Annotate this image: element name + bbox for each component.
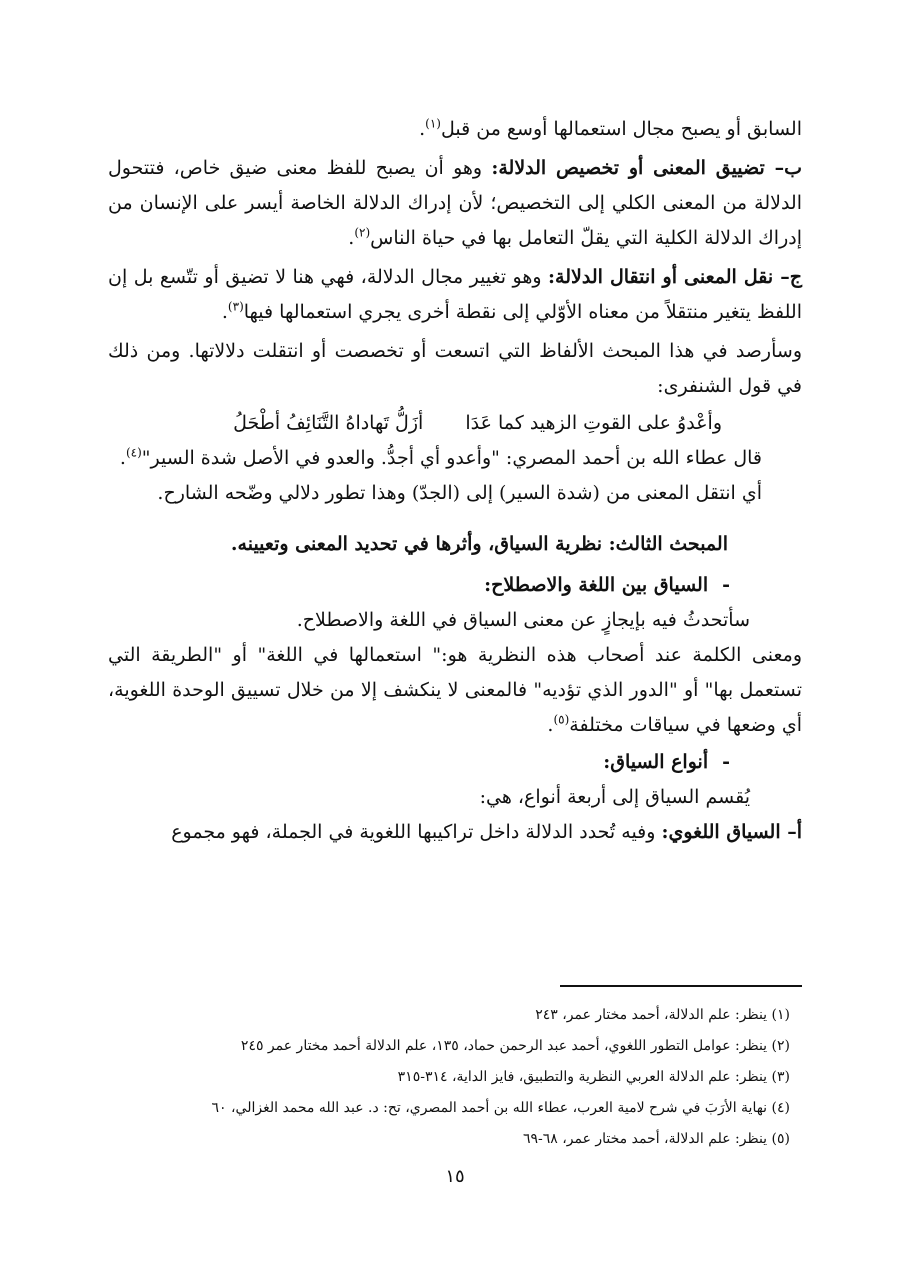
verse-first-hemistich: وأعْدوُ على القوتِ الزهيد كما عَدَا: [465, 412, 722, 434]
paragraph-types-intro: يُقسم السياق إلى أربعة أنواع، هي:: [479, 786, 750, 808]
paragraph-brief: سأتحدثُ فيه بإيجازٍ عن معنى السياق في اللغة والاصطلاح.: [296, 609, 750, 631]
footnotes: [110, 1000, 790, 1155]
body-text: [108, 112, 802, 850]
bullet-text: أنواع السياق:: [603, 751, 709, 773]
paragraph-specialization: [108, 151, 802, 256]
paragraph-text: السابق أو يصبح مجال استعمالها أوسع من قبل: [440, 118, 802, 140]
paragraph-text: قال عطاء الله بن أحمد المصري: "وأعدو أي أجدُّ. والعدو في الأصل شدة السير": [141, 447, 762, 469]
paragraph-continuation: [108, 112, 802, 147]
bullet-text: السياق بين اللغة والاصطلاح:: [484, 574, 709, 596]
page-number: ١٥: [445, 1166, 465, 1187]
paragraph-text: وفيه تُحدد الدلالة داخل تراكيبها اللغوية في الجملة، فهو مجموع: [171, 821, 662, 843]
paragraph-text: وهو أن يصبح للفظ معنى ضيق خاص، فتتحول الدلالة من المعنى الكلي إلى التخصيص؛ لأن إدراك الدلالة الخاصة أيسر على الإنسان من إدراك الدلالة الكلية التي يقلّ التعامل بها في حياة الناس: [108, 157, 802, 249]
footnote-ref[interactable]: (١): [425, 116, 441, 131]
paragraph-text: وهو تغيير مجال الدلالة، فهي هنا لا تضيق أو تتّسع بل إن اللفظ يتغير منتقلاً من معناه الأوّلي إلى نقطة أخرى يجري استعمالها فيها: [108, 266, 802, 323]
bullet-dash: -: [722, 751, 730, 773]
paragraph-end: .: [119, 447, 126, 469]
footnote: (٢) ينظر: عوامل التطور اللغوي، أحمد عبد الرحمن حماد، ١٣٥، علم الدلالة أحمد مختار عمر ٢٤٥: [240, 1038, 790, 1054]
footnote-ref[interactable]: (٢): [354, 225, 371, 240]
paragraph-end: .: [221, 301, 228, 323]
paragraph-end: .: [419, 118, 426, 140]
bullet-heading-types: [108, 745, 802, 780]
paragraph-end: .: [348, 227, 355, 249]
term-label: ج– نقل المعنى أو انتقال الدلالة:: [548, 266, 802, 288]
footnote: (٤) نهاية الأرَبَ في شرح لامية العرب، عطاء الله بن أحمد المصري، تح: د. عبد الله محمد الغزالي، ٦٠: [211, 1100, 790, 1116]
poetry-verse: [108, 406, 802, 441]
paragraph-linguistic-context: [108, 815, 802, 850]
paragraph-meaning: [108, 638, 802, 743]
footnote: (١) ينظر: علم الدلالة، أحمد مختار عمر، ٢٤٣: [535, 1007, 790, 1023]
section-heading: المبحث الثالث: نظرية السياق، وأثرها في تحديد المعنى وتعيينه.: [230, 533, 728, 555]
footnote: (٥) ينظر: علم الدلالة، أحمد مختار عمر، ٦٨-٦٩: [522, 1131, 790, 1147]
quotation-line: [108, 441, 802, 476]
explanation-line: أي انتقل المعنى من (شدة السير) إلى (الجدّ) وهذا تطور دلالي وضّحه الشارح.: [157, 482, 762, 504]
paragraph-text: ومعنى الكلمة عند أصحاب هذه النظرية هو:" استعمالها في اللغة" أو "الطريقة التي تستعمل بها" أو "الدور الذي تؤديه" فالمعنى لا ينكشف إلا من خلال تسييق الوحدة اللغوية، أي وضعها في سياقات مختلفة: [108, 644, 802, 736]
footnote-ref[interactable]: (٤): [125, 445, 142, 460]
footnote-ref[interactable]: (٥): [553, 712, 570, 727]
paragraph-intro-verse: وسأرصد في هذا المبحث الألفاظ التي اتسعت أو تخصصت أو انتقلت دلالاتها. ومن ذلك في قول الشنفرى:: [108, 340, 802, 397]
term-label: أ– السياق اللغوي:: [661, 821, 802, 843]
paragraph-transfer: [108, 260, 802, 330]
footnote: (٣) ينظر: علم الدلالة العربي النظرية والتطبيق، فايز الداية، ٣١٤-٣١٥: [397, 1069, 790, 1085]
paragraph-end: .: [547, 714, 554, 736]
term-label: ب– تضييق المعنى أو تخصيص الدلالة:: [491, 157, 802, 179]
verse-second-hemistich: أزَلُّ تَهاداهُ التَّنَائِفُ أطْحَلُ: [233, 412, 424, 434]
bullet-dash: -: [722, 574, 730, 596]
bullet-heading-context: [108, 568, 802, 603]
footnote-ref[interactable]: (٣): [227, 299, 244, 314]
footnote-divider: [560, 985, 802, 987]
